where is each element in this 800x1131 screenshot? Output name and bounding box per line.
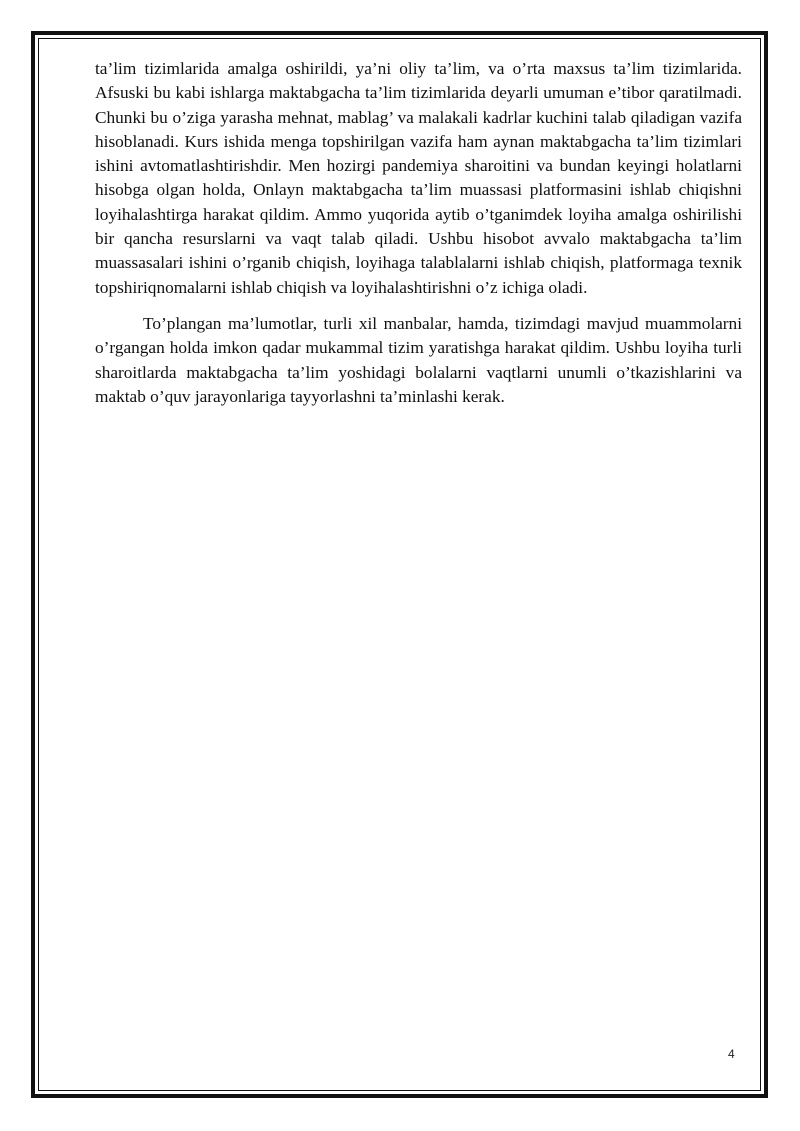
page-number: 4 (728, 1047, 735, 1061)
body-text (95, 57, 742, 409)
paragraph-1: ta’lim tizimlarida amalga oshirildi, ya’ni oliy ta’lim, va o’rta maxsus ta’lim tizimlarida. Afsuski bu kabi ishlarga maktabgacha ta’lim tizimlarida deyarli umuman e’tibor qaratilmadi. Chunki bu o’ziga yarasha mehnat, mablag’ va malakali kadrlar kuchini talab qiladigan vazifa hisoblanadi. Kurs ishida menga topshirilgan vazifa ham aynan maktabgacha ta’lim tizimlari ishini avtomatlashtirishdir. Men hozirgi pandemiya sharoitini va bundan keyingi holatlarni hisobga olgan holda, Onlayn maktabgacha ta’lim muassasi platformasini ishlab chiqishni loyihalashtirga harakat qildim. Ammo yuqorida aytib o’tganimdek loyiha amalga oshirilishi bir qancha resurslarni va vaqt talab qiladi. Ushbu hisobot avvalo maktabgacha ta’lim muassasalari ishini o’rganib chiqish, loyihaga talablalarni ishlab chiqish, platformaga texnik topshiriqnomalarni ishlab chiqish va loyihalashtirishni o’z ichiga oladi. (95, 59, 742, 297)
paragraph-2: To’plangan ma’lumotlar, turli xil manbalar, hamda, tizimdagi mavjud muammolarni o’rgangan holda imkon qadar mukammal tizim yaratishga harakat qildim. Ushbu loyiha turli sharoitlarda maktabgacha ta’lim yoshidagi bolalarni vaqtlarni unumli o’tkazishlarini va maktab o’quv jarayonlariga tayyorlashni ta’minlashi kerak. (95, 313, 742, 406)
